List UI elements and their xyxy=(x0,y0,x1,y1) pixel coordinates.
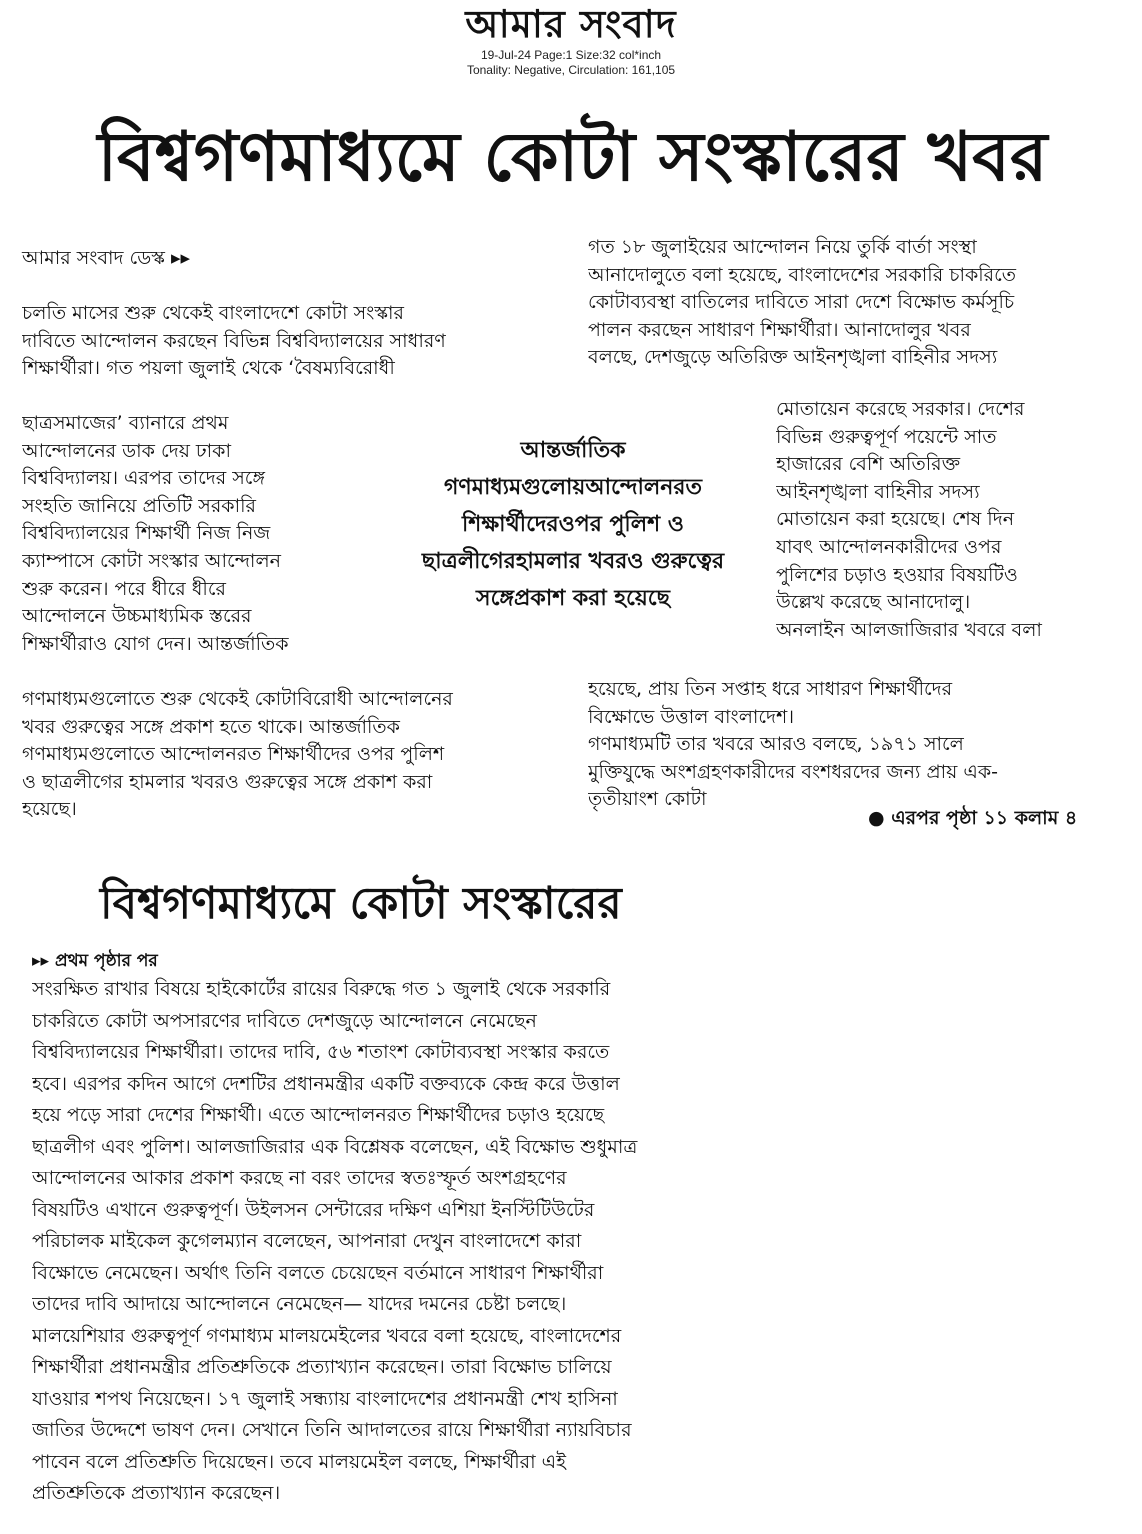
continuation-text-line: প্রতিশ্রুতিকে প্রত্যাখ্যান করেছেন। xyxy=(32,1482,281,1504)
article-text-line: দাবিতে আন্দোলন করছেন বিভিন্ন বিশ্ববিদ্যালয়ের সাধারণ xyxy=(22,329,446,352)
continuation-text-line: তাদের দাবি আদায়ে আন্দোলনে নেমেছেন— যাদের দমনের চেষ্টা চলছে। xyxy=(32,1293,567,1315)
article-text-line: বিক্ষোভে উত্তাল বাংলাদেশ। xyxy=(588,705,795,728)
article-text-line: বিশ্ববিদ্যালয়। এরপর তাদের সঙ্গে xyxy=(22,467,266,490)
article-text-line: মোতায়েন করেছে সরকার। দেশের xyxy=(776,398,1025,420)
article-text-line: শুরু করেন। পরে ধীরে ধীরে xyxy=(22,577,226,600)
article-text-line: বিভিন্ন গুরুত্বপূর্ণ পয়েন্টে সাত xyxy=(776,425,997,448)
article-text-line: গণমাধ্যমটি তার খবরে আরও বলছে, ১৯৭১ সালে xyxy=(588,733,964,756)
pull-quote-line: আন্তর্জাতিক গণমাধ্যমগুলোয় xyxy=(444,438,626,500)
left-column-narrow xyxy=(22,410,360,658)
article-text-line: গত ১৮ জুলাইয়ের আন্দোলন নিয়ে তুর্কি বার্তা সংস্থা xyxy=(588,236,977,258)
right-column-wide-bottom xyxy=(588,676,1112,814)
headline: বিশ্বগণমাধ্যমে কোটা সংস্কারের খবর xyxy=(97,118,1048,197)
right-column-narrow xyxy=(776,396,1112,644)
continuation-text-line: হবে। এরপর কদিন আগে দেশটির প্রধানমন্ত্রীর একটি বক্তব্যকে কেন্দ্র করে উত্তাল xyxy=(32,1072,620,1095)
article-text-line: পুলিশের চড়াও হওয়ার বিষয়টিও xyxy=(776,563,1018,586)
article-text-line: গণমাধ্যমগুলোতে শুরু থেকেই কোটাবিরোধী আন্দোলনের xyxy=(22,688,453,710)
continuation-text-line: সংরক্ষিত রাখার বিষয়ে হাইকোর্টের রায়ের বিরুদ্ধে গত ১ জুলাই থেকে সরকারি xyxy=(32,978,611,1000)
continuation-text-line: শিক্ষার্থীরা প্রধানমন্ত্রীর প্রতিশ্রুতিকে প্রত্যাখ্যান করেছেন। তারা বিক্ষোভ চালিয়ে xyxy=(32,1356,612,1378)
continuation-text-line: বিক্ষোভে নেমেছেন। অর্থাৎ তিনি বলতে চেয়েছেন বর্তমানে সাধারণ শিক্ষার্থীরা xyxy=(32,1261,604,1284)
continuation-text-line: পরিচালক মাইকেল কুগেলম্যান বলেছেন, আপনারা দেখুন বাংলাদেশে কারা xyxy=(32,1230,582,1252)
article-text-line: শিক্ষার্থীরা। গত পয়লা জুলাই থেকে ‘বৈষম্যবিরোধী xyxy=(22,357,395,380)
article-text-line: শিক্ষার্থীরাও যোগ দেন। আন্তর্জাতিক xyxy=(22,632,289,655)
article-text-line: গণমাধ্যমগুলোতে আন্দোলনরত শিক্ষার্থীদের ওপর পুলিশ xyxy=(22,743,445,766)
continuation-text-line: আন্দোলনের আকার প্রকাশ করছে না বরং তাদের স্বতঃস্ফূর্ত অংশগ্রহণের xyxy=(32,1167,567,1189)
article-text-line: বিশ্ববিদ্যালয়ের শিক্ষার্থী নিজ নিজ xyxy=(22,522,271,545)
article-text-line: ও ছাত্রলীগের হামলার খবরও গুরুত্বের সঙ্গে প্রকাশ করা xyxy=(22,770,433,793)
article-text-line: ক্যাম্পাসে কোটা সংস্কার আন্দোলন xyxy=(22,549,281,572)
pull-quote-line: আন্দোলনরত শিক্ষার্থীদের xyxy=(462,475,702,537)
right-column-wide-top xyxy=(588,234,1112,372)
article-text-line: হয়েছে। xyxy=(22,798,77,821)
article-text-line: উল্লেখ করেছে আনাদোলু। xyxy=(776,591,971,614)
article-text-line: চলতি মাসের শুরু থেকেই বাংলাদেশে কোটা সংস্কার xyxy=(22,302,404,324)
left-column-wide-bottom xyxy=(22,686,550,824)
continuation-text-line: হয়ে পড়ে সারা দেশের শিক্ষার্থী। এতে আন্দোলনরত শিক্ষার্থীদের চড়াও হয়েছে xyxy=(32,1104,605,1126)
article-text-line: তৃতীয়াংশ কোটা xyxy=(588,788,707,811)
continuation-text-line: পাবেন বলে প্রতিশ্রুতি দিয়েছেন। তবে মালয়মেইল বলছে, শিক্ষার্থীরা এই xyxy=(32,1450,567,1473)
article-text-line: বলছে, দেশজুড়ে অতিরিক্ত আইনশৃঙ্খলা বাহিনীর সদস্য xyxy=(588,346,998,369)
article-text-line: পালন করছেন সাধারণ শিক্ষার্থীরা। আনাদোলুর খবর xyxy=(588,318,971,341)
continuation-body xyxy=(32,974,748,1510)
article-text-line: হাজারের বেশি অতিরিক্ত xyxy=(776,453,961,476)
continuation-text-line: মালয়েশিয়ার গুরুত্বপূর্ণ গণমাধ্যম মালয়মেইলের খবরে বলা হয়েছে, বাংলাদেশের xyxy=(32,1324,622,1347)
continuation-text-line: ছাত্রলীগ এবং পুলিশ। আলজাজিরার এক বিশ্লেষক বলেছেন, এই বিক্ষোভ শুধুমাত্র xyxy=(32,1135,638,1158)
continuation-text-line: যাওয়ার শপথ নিয়েছেন। ১৭ জুলাই সন্ধ্যায় বাংলাদেশের প্রধানমন্ত্রী শেখ হাসিনা xyxy=(32,1387,618,1410)
pull-quote xyxy=(388,432,758,617)
pull-quote-line: ওপর পুলিশ ও ছাত্রলীগের xyxy=(421,512,684,574)
continuation-text-line: চাকরিতে কোটা অপসারণের দাবিতে দেশজুড়ে আন্দোলনে নেমেছেন xyxy=(32,1009,537,1032)
article-text-line: আন্দোলনের ডাক দেয় ঢাকা xyxy=(22,439,231,462)
article-text-line: কোটাব্যবস্থা বাতিলের দাবিতে সারা দেশে বিক্ষোভ কর্মসূচি xyxy=(588,291,1015,314)
clipping-meta-size: 19-Jul-24 Page:1 Size:32 col*inch xyxy=(480,48,662,62)
left-column-wide-top xyxy=(22,300,550,383)
article-text-line: যাবৎ আন্দোলনকারীদের ওপর xyxy=(776,535,1002,558)
article-text-line: আইনশৃঙ্খলা বাহিনীর সদস্য xyxy=(776,480,980,503)
article-text-line: সংহতি জানিয়ে প্রতিটি সরকারি xyxy=(22,494,256,517)
article-text-line: খবর গুরুত্বের সঙ্গে প্রকাশ হতে থাকে। আন্তর্জাতিক xyxy=(22,715,400,738)
masthead-logo: আমার সংবাদ xyxy=(465,1,677,46)
continued-on-page-note: ● এরপর পৃষ্ঠা ১১ কলাম ৪ xyxy=(868,807,1078,829)
pull-quote-line: হামলার খবরও গুরুত্বের সঙ্গে xyxy=(476,549,725,611)
article-text-line: আনাদোলুতে বলা হয়েছে, বাংলাদেশের সরকারি চাকরিতে xyxy=(588,263,1017,286)
article-text-line: মোতায়েন করা হয়েছে। শেষ দিন xyxy=(776,508,1015,531)
article-text-line: ছাত্রসমাজের’ ব্যানারে প্রথম xyxy=(22,412,229,434)
byline: আমার সংবাদ ডেস্ক ▸▸ xyxy=(22,247,191,269)
continuation-text-line: জাতির উদ্দেশে ভাষণ দেন। সেখানে তিনি আদালতের রায়ে শিক্ষার্থীরা ন্যায়বিচার xyxy=(32,1419,632,1441)
continuation-text-line: বিষয়টিও এখানে গুরুত্বপূর্ণ। উইলসন সেন্টারের দক্ষিণ এশিয়া ইনস্টিটিউটের xyxy=(32,1198,595,1221)
continuation-headline: বিশ্বগণমাধ্যমে কোটা সংস্কারের xyxy=(100,878,622,929)
continuation-text-line: বিশ্ববিদ্যালয়ের শিক্ষার্থীরা। তাদের দাবি, ৫৬ শতাংশ কোটাব্যবস্থা সংস্কার করতে xyxy=(32,1041,610,1063)
continuation-kicker: ▸▸ প্রথম পৃষ্ঠার পর xyxy=(32,951,158,971)
article-text-line: আন্দোলনে উচ্চমাধ্যমিক স্তরের xyxy=(22,605,252,628)
article-text-line: মুক্তিযুদ্ধে অংশগ্রহণকারীদের বংশধরদের জন্য প্রায় এক- xyxy=(588,760,998,783)
clipping-meta-tonality: Tonality: Negative, Circulation: 161,105 xyxy=(466,63,676,77)
article-text-line: অনলাইন আলজাজিরার খবরে বলা xyxy=(776,618,1042,641)
pull-quote-line: প্রকাশ করা হয়েছে xyxy=(514,586,670,611)
article-text-line: হয়েছে, প্রায় তিন সপ্তাহ ধরে সাধারণ শিক্ষার্থীদের xyxy=(588,678,953,700)
